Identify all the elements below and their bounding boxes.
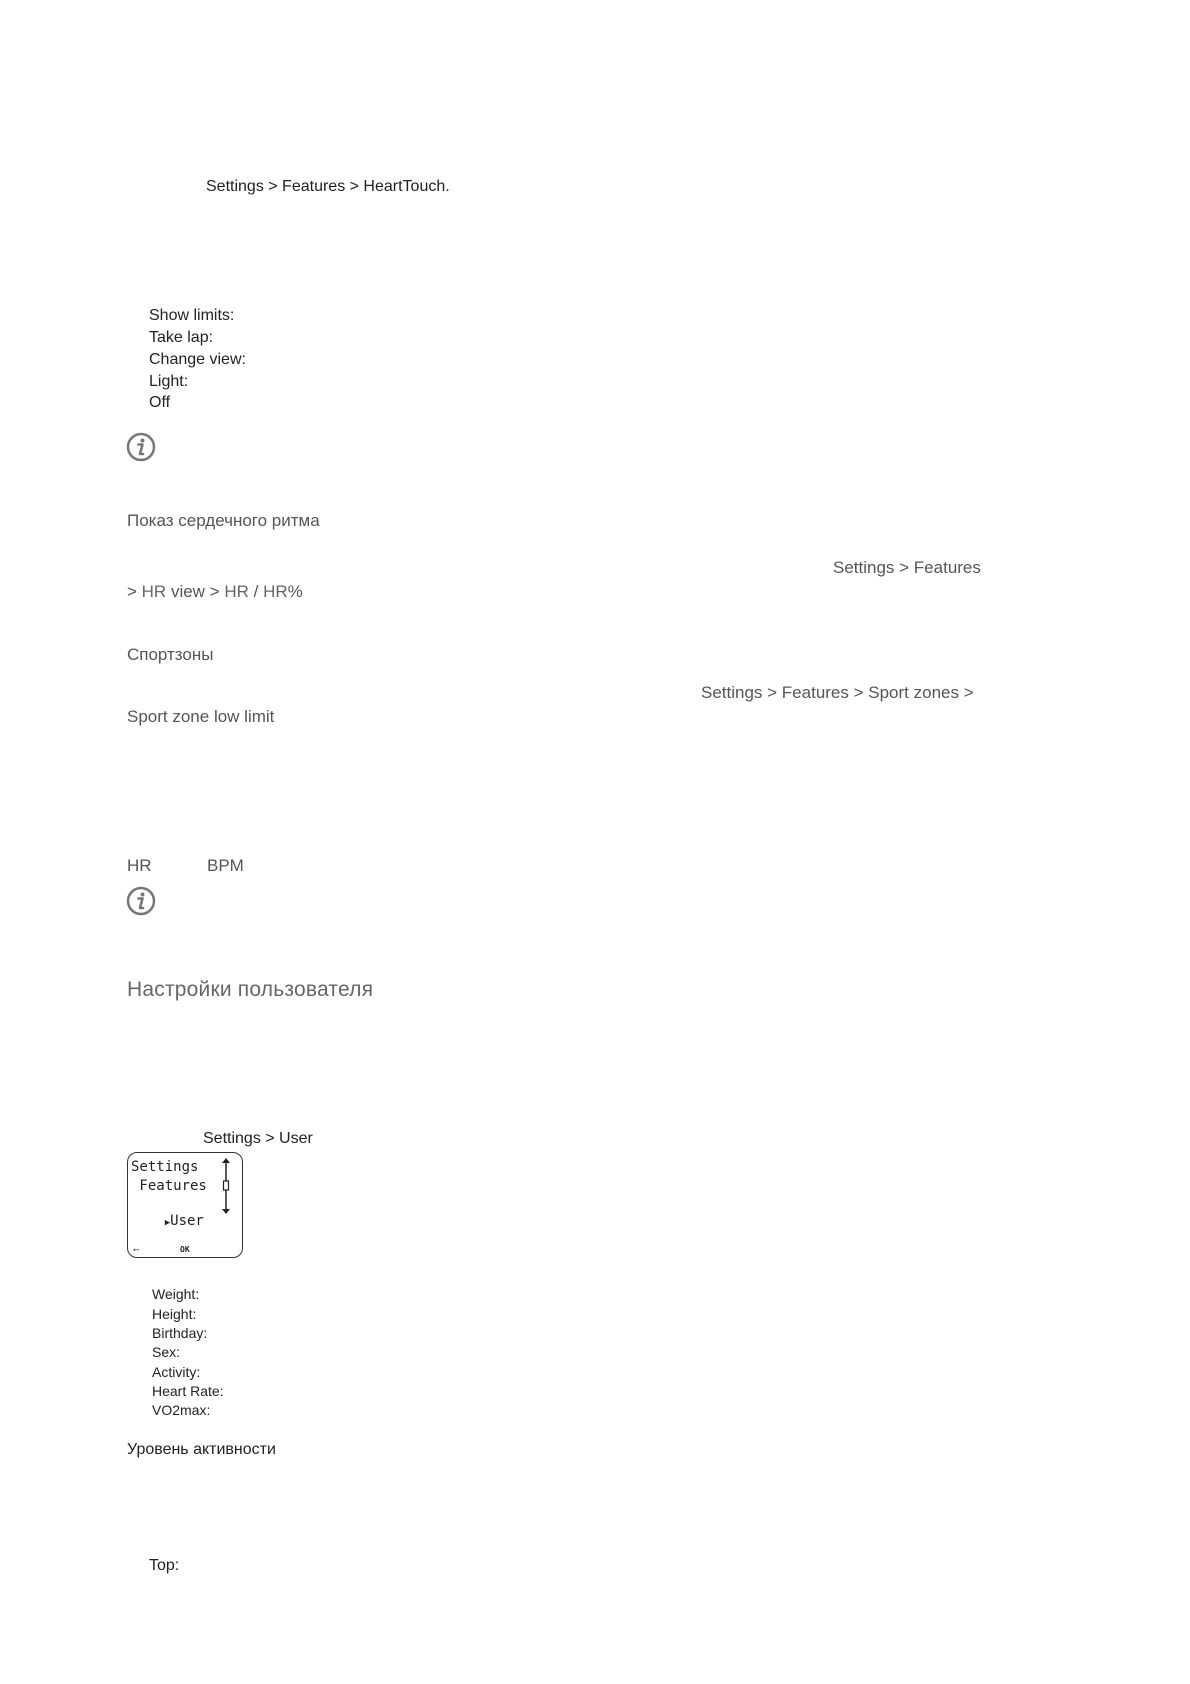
info-icon	[126, 432, 156, 462]
activity-level-heading: Уровень активности	[127, 1441, 276, 1458]
hr-label: HR	[141, 582, 167, 601]
sport-zones-heading: Спортзоны	[127, 645, 214, 664]
field-birthday: Birthday:	[152, 1325, 208, 1341]
field-sex: Sex:	[152, 1344, 181, 1360]
hr-option: HR	[224, 582, 249, 601]
hr-view-heading: Показ сердечного ритма	[127, 511, 320, 530]
hr-view-path-line2	[127, 582, 303, 602]
option-take-lap: Take lap:	[149, 329, 214, 346]
field-weight: Weight:	[152, 1286, 200, 1302]
option-light: Light:	[149, 373, 189, 390]
percent-sign: %	[287, 582, 303, 601]
scrollbar-icon	[220, 1157, 232, 1215]
view-label: view >	[166, 582, 225, 601]
field-height: Height:	[152, 1306, 197, 1322]
path-arrow: >	[127, 582, 142, 601]
option-off: Off	[149, 394, 171, 411]
ok-softkey: OK	[180, 1245, 190, 1254]
field-vo2max: VO2max:	[152, 1402, 211, 1418]
option-show-limits: Show limits:	[149, 307, 235, 324]
back-softkey: ⟵	[134, 1245, 139, 1254]
option-change-view: Change view:	[149, 351, 246, 368]
hr-unit: HR	[127, 856, 152, 875]
field-activity: Activity:	[152, 1364, 201, 1380]
selection-arrow-icon: ▶	[164, 1218, 171, 1228]
slash: /	[248, 582, 264, 601]
field-heart-rate: Heart Rate:	[152, 1383, 224, 1399]
sport-zones-path-line2: Sport zone low limit	[127, 707, 275, 726]
screen-item-user: ▶User	[164, 1213, 204, 1229]
user-settings-heading: Настройки пользователя	[127, 978, 374, 1001]
sport-zones-path-line1: Settings > Features > Sport zones >	[701, 683, 974, 702]
activity-option-top: Top:	[149, 1557, 180, 1574]
hr-view-path-line1: Settings > Features	[833, 558, 981, 577]
heart-touch-path: Settings > Features > HeartTouch.	[206, 178, 450, 195]
screen-title: Settings	[131, 1159, 199, 1175]
info-icon	[126, 886, 156, 916]
user-settings-path: Settings > User	[203, 1130, 313, 1147]
screen-item-features: Features	[131, 1178, 207, 1194]
hr-percent-option: HR	[263, 582, 288, 601]
bpm-unit: BPM	[207, 856, 244, 875]
device-screen	[127, 1152, 243, 1258]
